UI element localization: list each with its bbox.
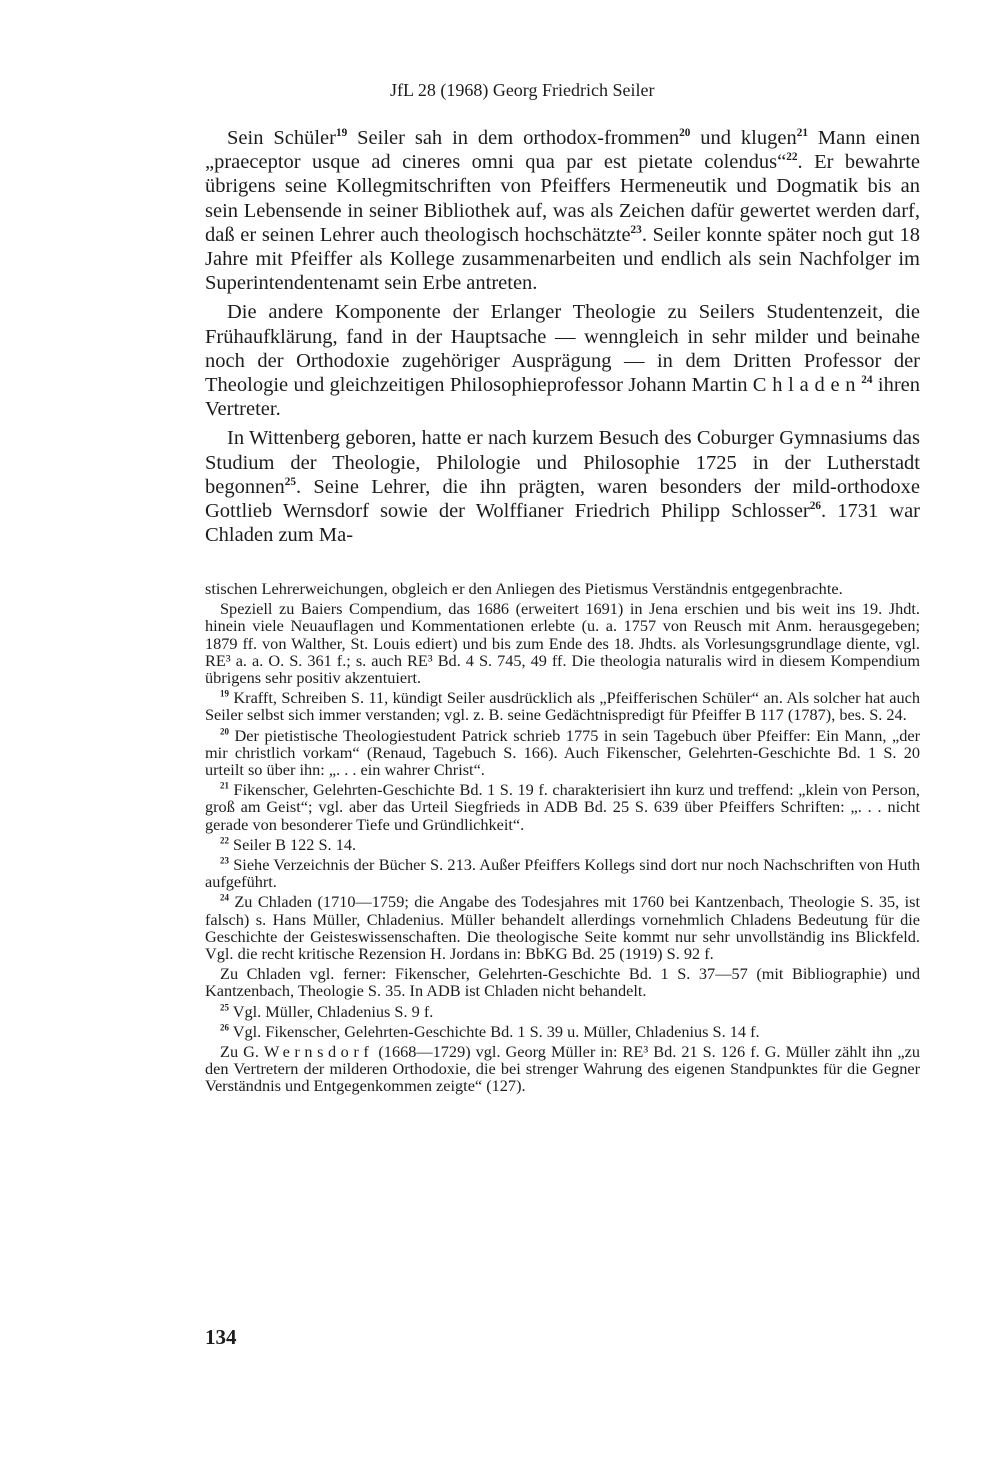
spaced-name: Chladen xyxy=(752,374,862,397)
footnote-24: $^{24}$ Zu Chladen (1710—1759; die Angabe des Todesjahres mit 1760 bei Kantzenbach, Theologie S. 35, ist falsch) s. Hans Müller, Chladenius. Müller behandelt allerdings vornehmlich Chladens Bedeutung für die Geschichte der Geisteswissenschaften. Die theologische Seite kommt nur sehr unvollständig ins Blickfeld. Vgl. die recht kritische Rezension H. Jordans in: BbKG Bd. 25 (1919) S. 92 f. xyxy=(205,892,920,964)
footnote-ref: 23 xyxy=(630,223,642,236)
footnote-22: $^{22}$ Seiler B 122 S. 14. xyxy=(220,834,357,854)
footnote-23: $^{23}$ Siehe Verzeichnis der Bücher S. 213. Außer Pfeiffers Kollegs sind dort nur noch Nachschriften von Huth aufgeführt. xyxy=(205,855,920,892)
footnote-19: $^{19}$ Krafft, Schreiben S. 11, kündigt Seiler ausdrücklich als „Pfeifferischen Schüler“ an. Als solcher hat auch Seiler selbst sich immer verstanden; vgl. z. B. seine Gedächtnispredigt für Pfeiffer B 117 (1787), bes. S. 24. xyxy=(205,688,920,725)
footnotes xyxy=(205,580,920,1098)
footnote-ref: 19 xyxy=(335,127,348,140)
page-number: 134 xyxy=(205,1325,237,1349)
footnote-ref: 24 xyxy=(861,374,873,387)
paragraph-2: Die andere Komponente der Erlanger Theologie zu Seilers Studentenzeit, die Frühaufklärung, fand in der Hauptsache — wenngleich in sehr milder und beinahe noch der Orthodoxie zugehöriger Ausprägung — in dem Dritten Professor der Theologie und gleichzeitigen Philosophieprofessor Johann Martin Chladen$^{24}$ ihren Vertreter. xyxy=(205,301,920,421)
footnote-26: $^{26}$ Vgl. Fikenscher, Gelehrten-Geschichte Bd. 1 S. 39 u. Müller, Chladenius S. 14 f. xyxy=(220,1021,760,1041)
footnote-continuation: Speziell zu Baiers Compendium, das 1686 (erweitert 1691) in Jena erschien und bis weit ins 19. Jhdt. hinein viele Neuauflagen und Kommentationen erlebte (u. a. 1757 von Reusch mit Anm. herausgegeben; 1879 ff. von Walther, St. Louis ediert) und bis zum Ende des 18. Jhdts. als Vorlesungsgrundlage diente, vgl. RE³ a. a. O. S. 361 f.; s. auch RE³ Bd. 4 S. 745, 49 ff. Die theologia naturalis wird in diesem Kompendium übrigens sehr positiv akzentuiert. xyxy=(205,599,920,688)
footnote-26-continuation: Zu G. Wernsdorf (1668—1729) vgl. Georg Müller in: RE³ Bd. 21 S. 126 f. G. Müller zählt ihn „zu den Vertretern der milderen Orthodoxie, die bei strenger Wahrung des eigenen Standpunktes für die Gegner Verständnis und Entgegenkommen zeigte“ (127). xyxy=(205,1042,920,1096)
footnote-20: $^{20}$ Der pietistische Theologiestudent Patrick schrieb 1775 in sein Tagebuch über Pfeiffer: Ein Mann, „der mir christlich vorkam“ (Renaud, Tagebuch S. 166). Auch Fikenscher, Gelehrten-Geschichte Bd. 1 S. 20 urteilt so über ihn: „. . . ein wahrer Christ“. xyxy=(205,725,920,780)
footnote-ref: 22 xyxy=(786,151,798,164)
footnote-ref: 26 xyxy=(809,500,822,513)
spaced-name: Wernsdorf xyxy=(263,1042,374,1062)
paragraph-3: In Wittenberg geboren, hatte er nach kurzem Besuch des Coburger Gymnasiums das Studium der Theologie, Philologie und Philosophie 1725 in der Lutherstadt begonnen$^{25}$. Seine Lehrer, die ihn prägten, waren besonders der mild-orthodoxe Gottlieb Wernsdorf sowie der Wolffianer Friedrich Philipp Schlosser$^{26}$. 1731 war Chladen zum Ma- xyxy=(205,427,920,547)
main-text xyxy=(205,126,920,552)
footnote-25: $^{25}$ Vgl. Müller, Chladenius S. 9 f. xyxy=(220,1001,434,1021)
footnote-ref: 21 xyxy=(796,127,808,140)
footnote-ref: 25 xyxy=(284,476,296,489)
paragraph-1: Sein Schüler$^{19}$ Seiler sah in dem orthodox-frommen$^{20}$ und klugen$^{21}$ Mann einen „praeceptor usque ad cineres omni qua par est pietate colendus“$^{22}$. Er bewahrte übrigens seine Kollegmitschriften von Pfeiffers Hermeneutik und Dogmatik bis an sein Lebensende in seiner Bibliothek auf, was als Zeichen dafür gewertet werden darf, daß er seinen Lehrer auch theologisch hochschätzte$^{23}$. Seiler konnte später noch gut 18 Jahre mit Pfeiffer als Kollege zusammenarbeiten und endlich als sein Nachfolger im Superintendentenamt sein Erbe antreten. xyxy=(205,127,920,295)
footnote-continuation: stischen Lehrerweichungen, obgleich er den Anliegen des Pietismus Verständnis entgegenbrachte. xyxy=(205,579,843,598)
footnote-21: $^{21}$ Fikenscher, Gelehrten-Geschichte Bd. 1 S. 19 f. charakterisiert ihn kurz und treffend: „klein von Person, groß am Geist“; vgl. aber das Urteil Siegfrieds in ADB Bd. 25 S. 639 über Pfeiffers Schriften: „. . . nicht gerade von besonderer Tiefe und Gründlichkeit“. xyxy=(205,780,920,834)
footnote-ref: 20 xyxy=(679,127,691,140)
footnote-24-continuation: Zu Chladen vgl. ferner: Fikenscher, Gelehrten-Geschichte Bd. 1 S. 37—57 (mit Bibliographie) und Kantzenbach, Theologie S. 35. In ADB ist Chladen nicht behandelt. xyxy=(205,964,920,1001)
running-header: JfL 28 (1968) Georg Friedrich Seiler xyxy=(390,80,655,100)
